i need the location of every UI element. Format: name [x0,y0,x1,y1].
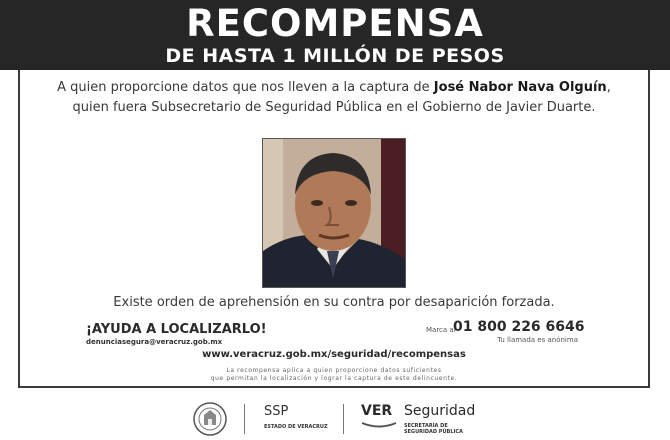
intro-suffix: , [606,80,611,95]
reward-banner [0,0,670,70]
intro-prefix: A quien proporcione datos que nos lleven a la captura de [57,80,434,95]
ssp-logo-text: SSP [264,404,289,419]
banner-subtitle: DE HASTA 1 MILLÓN DE PESOS [165,45,505,67]
intro-line2: quien fuera Subsecretario de Seguridad Pública en el Gobierno de Javier Duarte. [72,100,596,115]
footer-divider [244,404,245,434]
wanted-name: José Nabor Nava Olguín [433,80,607,95]
anonymous-note: Tu llamada es anónima [497,336,578,344]
ssp-subtitle: ESTADO DE VERACRUZ [264,424,328,430]
seguridad-logo-text: Seguridad [404,403,476,419]
email-link[interactable]: denunciasegura@veracruz.gob.mx [86,338,223,346]
portrait-illustration [263,139,405,287]
ver-swoosh-icon [361,421,397,429]
footer-logos [0,398,670,440]
phone-number[interactable]: 01 800 226 6646 [453,319,585,335]
call-label: Marca al [426,326,456,334]
fine-print-line1: La recompensa aplica a quien proporcione datos suficientes [226,367,442,374]
intro-text [18,78,650,118]
banner-title: RECOMPENSA [186,2,484,45]
suspect-photo [262,138,406,288]
fine-print-line2: que permitan la localización y lograr la captura de este delincuente. [210,375,458,382]
seguridad-subtitle-line1: SECRETARÍA DE [404,423,448,429]
ver-logo-text: VER [361,403,393,419]
state-seal-icon [192,401,228,437]
footer-divider [343,404,344,434]
seguridad-subtitle [404,423,463,435]
fine-print [18,367,650,383]
warrant-text: Existe orden de aprehensión en su contra por desaparición forzada. [113,295,555,310]
help-locate-heading: ¡AYUDA A LOCALIZARLO! [86,322,267,337]
seguridad-subtitle-line2: SEGURIDAD PÚBLICA [404,429,463,435]
website-link[interactable]: www.veracruz.gob.mx/seguridad/recompensas [202,349,466,360]
